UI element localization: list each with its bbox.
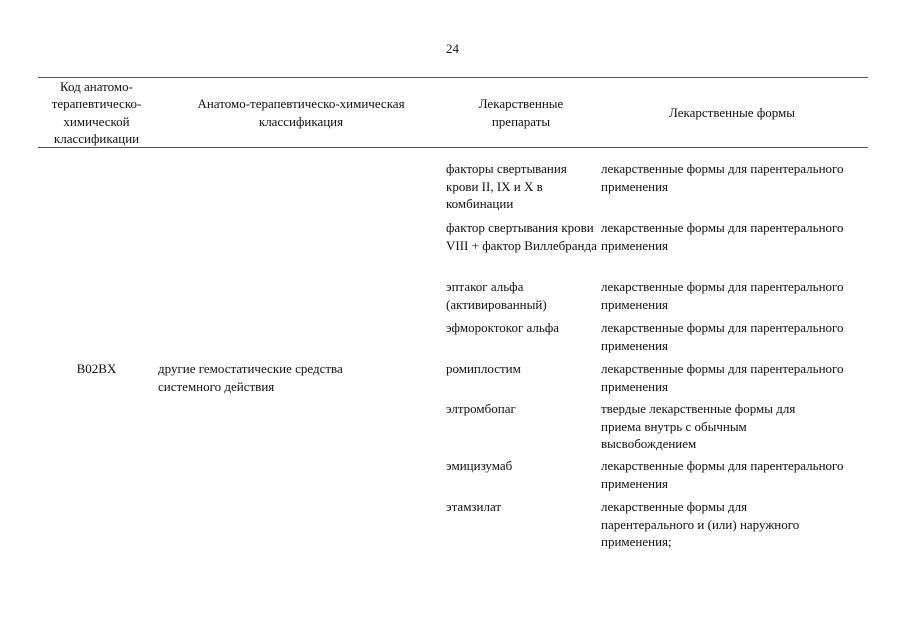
header-forms-label: Лекарственные формы (668, 104, 796, 120)
header-classification (160, 78, 442, 147)
table-header-rule (38, 147, 868, 148)
drug-name: ромиплостим (446, 361, 521, 376)
drug-name: эмицизумаб (446, 458, 513, 473)
drug-name: эптаког альфа (активированный) (446, 279, 547, 312)
drug-form: лекарственные формы для парентерального применения (601, 458, 844, 491)
page-number: 24 (446, 41, 459, 56)
row-classification: другие гемостатические средства системного действия (158, 361, 343, 394)
drug-form: лекарственные формы для парентерального применения (601, 220, 844, 253)
header-forms (601, 78, 863, 147)
drug-name: эфмороктоког альфа (446, 320, 560, 335)
drug-form: лекарственные формы для парентерального применения (601, 279, 844, 312)
header-classification-label: Анатомо-терапевтическо-химическая классификация (197, 96, 405, 129)
header-drugs-label: Лекарственные препараты (478, 96, 564, 129)
drug-name: элтромбопаг (446, 401, 516, 416)
header-code (38, 78, 155, 147)
drug-form: лекарственные формы для парентерального применения (601, 320, 844, 353)
header-drugs (446, 78, 596, 147)
row-code: B02BX (76, 361, 117, 376)
drug-form: лекарственные формы для парентерального и (или) наружного применения; (601, 499, 800, 549)
drug-name: факторы свертывания крови II, IX и X в комбинации (446, 161, 567, 211)
drug-form: лекарственные формы для парентерального применения (601, 361, 844, 394)
drug-form: твердые лекарственные формы для приема внутрь с обычным высвобождением (601, 401, 796, 451)
drug-name: этамзилат (446, 499, 502, 514)
drug-name: фактор свертывания крови VIII + фактор Виллебранда (446, 220, 597, 253)
header-code-label: Код анатомо-терапевтическо-химической классификации (51, 78, 142, 146)
drug-form: лекарственные формы для парентерального применения (601, 161, 844, 194)
